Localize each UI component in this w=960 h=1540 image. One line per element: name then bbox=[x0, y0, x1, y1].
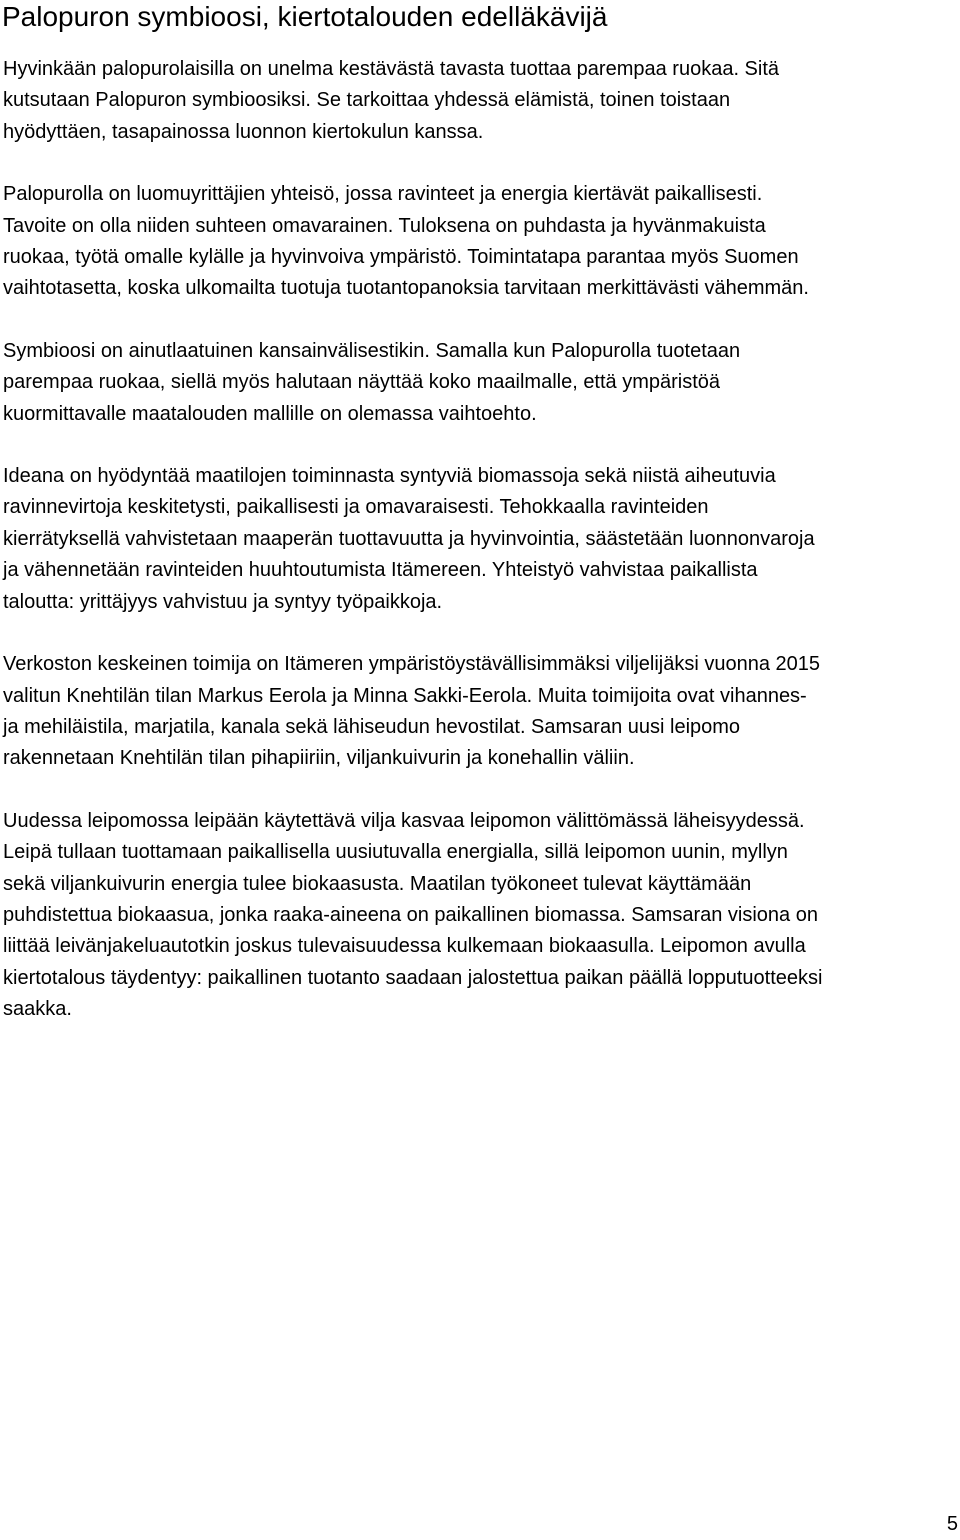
text-line: Palopurolla on luomuyrittäjien yhteisö, jossa ravinteet ja energia kiertävät paikallisesti. bbox=[3, 183, 763, 206]
text-line: kutsutaan Palopuron symbioosiksi. Se tarkoittaa yhdessä elämistä, toinen toistaan bbox=[3, 89, 731, 112]
text-line: hyödyttäen, tasapainossa luonnon kiertokulun kanssa. bbox=[3, 120, 484, 143]
text-line: Hyvinkään palopurolaisilla on unelma kestävästä tavasta tuottaa parempaa ruokaa. Sitä bbox=[3, 58, 780, 80]
text-line: taloutta: yrittäjyys vahvistuu ja syntyy työpaikkoja. bbox=[3, 590, 443, 613]
text-line: Symbioosi on ainutlaatuinen kansainvälisestikin. Samalla kun Palopurolla tuotetaan bbox=[3, 339, 741, 362]
text-line: saakka. bbox=[3, 998, 72, 1021]
text-line: valitun Knehtilän tilan Markus Eerola ja Minna Sakki-Eerola. Muita toimijoita ovat vihannes- bbox=[3, 684, 807, 707]
text-line: Verkoston keskeinen toimija on Itämeren ympäristöystävällisimmäksi viljelijäksi vuonna 2015 bbox=[3, 653, 821, 676]
text-line: vaihtotasetta, koska ulkomailta tuotuja tuotantopanoksia tarvitaan merkittävästi vähemmän. bbox=[3, 277, 809, 300]
text-line: liittää leivänjakeluautotkin joskus tulevaisuudessa kulkemaan biokaasulla. Leipomon avulla bbox=[3, 935, 806, 958]
paragraph-3 bbox=[3, 336, 958, 430]
text-line: kiertotalous täydentyy: paikallinen tuotanto saadaan jalostettua paikan päällä lopputuotteeksi bbox=[3, 966, 823, 989]
text-line: Tavoite on olla niiden suhteen omavarainen. Tuloksena on puhdasta ja hyvänmakuista bbox=[3, 214, 766, 237]
text-line: ruokaa, työtä omalle kylälle ja hyvinvoiva ympäristö. Toimintatapa parantaa myös Suomen bbox=[3, 246, 799, 269]
text-line: Uudessa leipomossa leipään käytettävä vilja kasvaa leipomon välittömässä läheisyydessä. bbox=[3, 809, 805, 832]
document-body bbox=[3, 54, 958, 1057]
text-line: parempaa ruokaa, siellä myös halutaan näyttää koko maailmalle, että ympäristöä bbox=[3, 371, 721, 394]
paragraph-1 bbox=[3, 54, 958, 148]
paragraph-6 bbox=[3, 806, 958, 1026]
text-line: Ideana on hyödyntää maatilojen toiminnasta syntyviä biomassoja sekä niistä aiheutuvia bbox=[3, 465, 776, 488]
text-line: Leipä tullaan tuottamaan paikallisella uusiutuvalla energialla, sillä leipomon uunin, myllyn bbox=[3, 841, 788, 864]
text-line: kuormittavalle maatalouden mallille on olemassa vaihtoehto. bbox=[3, 402, 537, 425]
paragraph-5 bbox=[3, 649, 958, 775]
page-number: 5 bbox=[946, 1513, 958, 1535]
page-title: Palopuron symbioosi, kiertotalouden edelläkävijä bbox=[2, 1, 608, 32]
paragraph-4 bbox=[3, 461, 958, 618]
text-line: ja mehiläistila, marjatila, kanala sekä lähiseudun hevostilat. Samsaran uusi leipomo bbox=[3, 715, 741, 738]
text-line: puhdistettua biokaasua, jonka raaka-aineena on paikallinen biomassa. Samsaran visiona on bbox=[3, 903, 818, 926]
paragraph-2 bbox=[3, 179, 958, 305]
text-line: sekä viljankuivurin energia tulee biokaasusta. Maatilan työkoneet tulevat käyttämään bbox=[3, 872, 752, 895]
text-line: ja vähennetään ravinteiden huuhtoutumista Itämereen. Yhteistyö vahvistaa paikallista bbox=[3, 559, 758, 582]
text-line: rakennetaan Knehtilän tilan pihapiiriin, viljankuivurin ja konehallin väliin. bbox=[3, 747, 635, 770]
text-line: kierrätyksellä vahvistetaan maaperän tuottavuutta ja hyvinvointia, säästetään luonnonvaroja bbox=[3, 527, 815, 550]
text-line: ravinnevirtoja keskitetysti, paikallisesti ja omavaraisesti. Tehokkaalla ravinteiden bbox=[3, 496, 709, 519]
